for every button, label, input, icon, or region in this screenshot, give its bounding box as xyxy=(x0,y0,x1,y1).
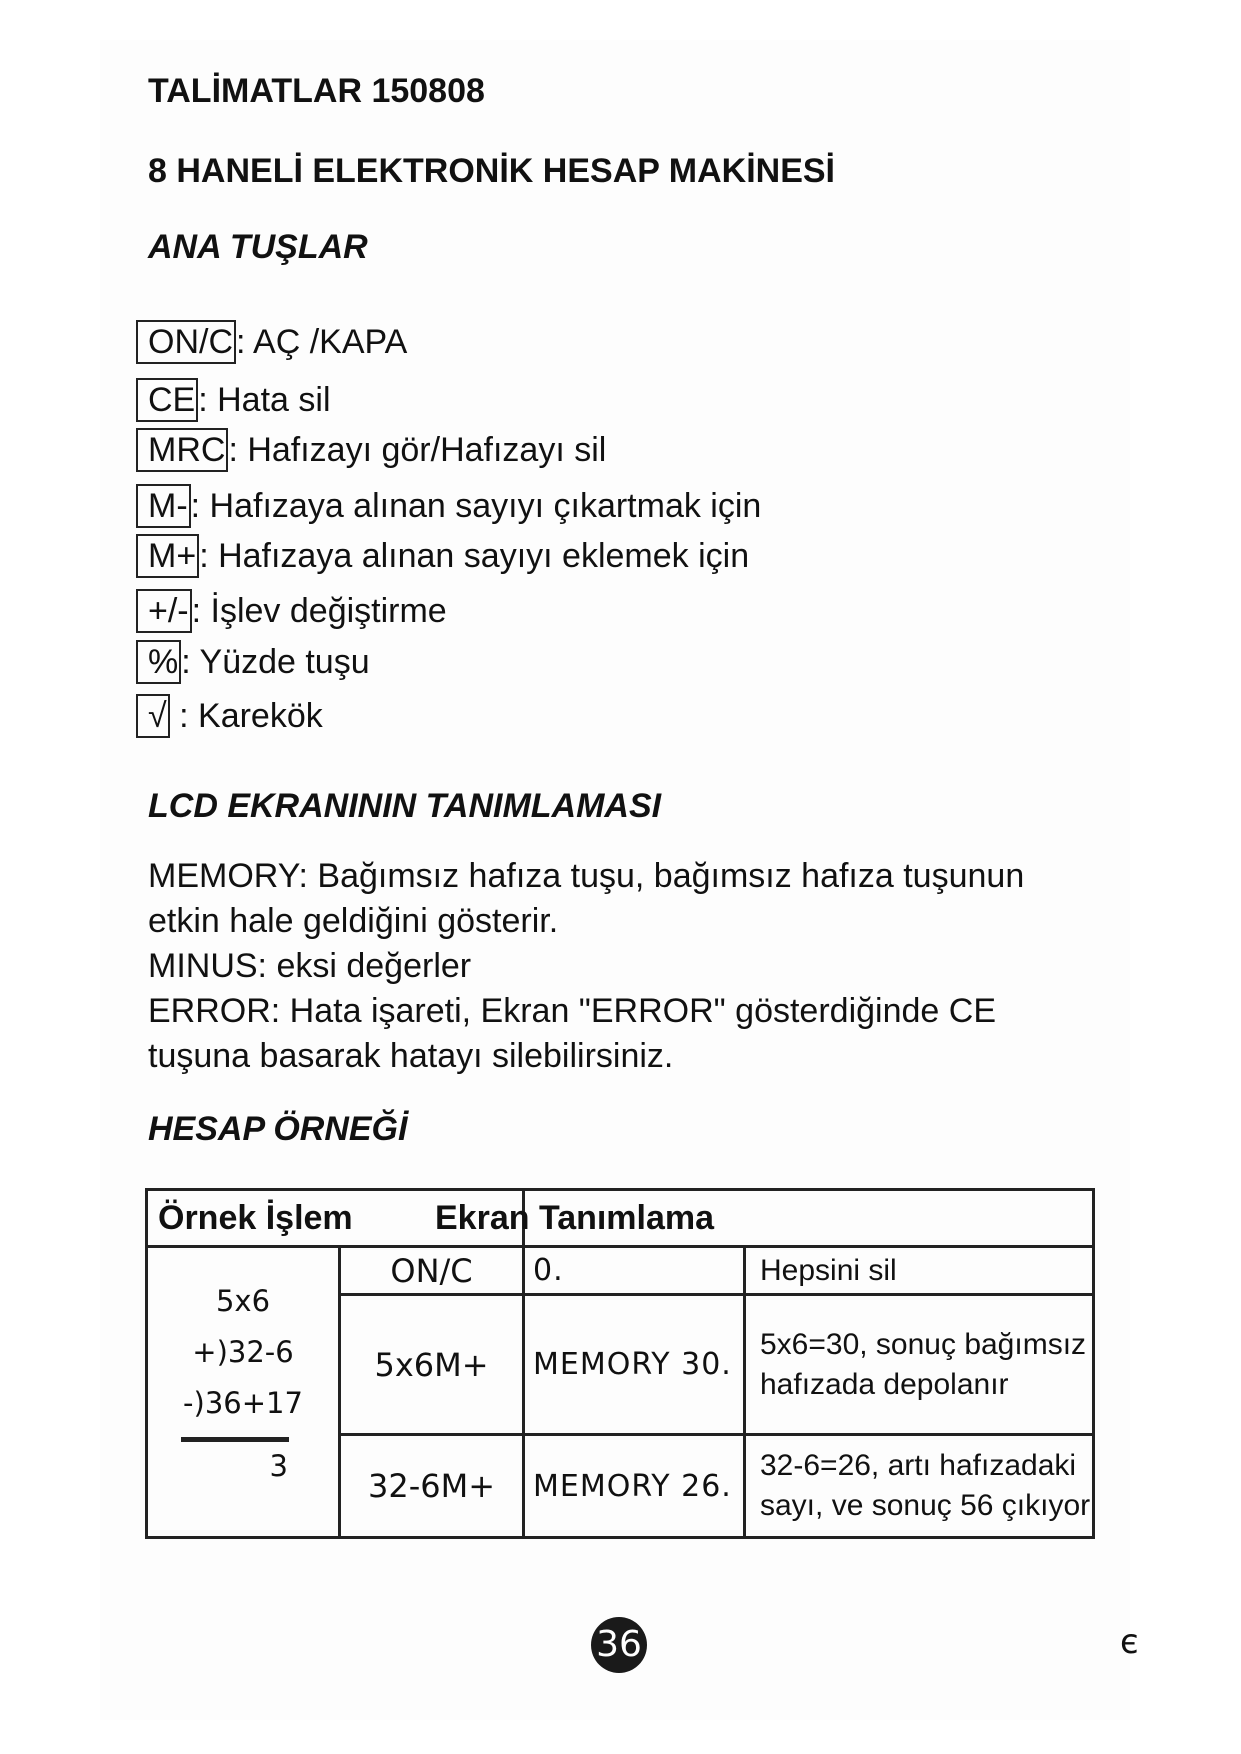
header-ornek-islem: Örnek İşlem xyxy=(147,1190,524,1247)
key-description: : Hafızaya alınan sayıyı çıkartmak için xyxy=(190,487,762,525)
operation-cell: ON/C xyxy=(340,1247,524,1295)
description-cell: 5x6=30, sonuç bağımsız hafızada depolanır xyxy=(745,1295,1094,1435)
key-label: M- xyxy=(136,484,191,528)
key-label: CE xyxy=(136,378,198,422)
key-row-mrc xyxy=(136,428,606,472)
document-title: TALİMATLAR 150808 xyxy=(148,72,485,110)
key-description: : Yüzde tuşu xyxy=(181,643,370,681)
lcd-line: MEMORY: Bağımsız hafıza tuşu, bağımsız hafıza tuşunun xyxy=(148,857,1025,895)
example-line: +)32-6 xyxy=(192,1335,294,1369)
key-description: : Hata sil xyxy=(198,381,331,419)
display-cell: MEMORY 26. xyxy=(524,1435,745,1538)
key-row-onc xyxy=(136,320,407,364)
table-row xyxy=(147,1247,1094,1295)
key-label: M+ xyxy=(136,534,199,578)
header-ekran-tanimlama: Ekran Tanımlama xyxy=(524,1190,1094,1247)
key-description: : AÇ /KAPA xyxy=(236,323,408,361)
corner-mark: є xyxy=(1120,1622,1139,1662)
key-row-ce xyxy=(136,378,331,422)
lcd-line: etkin hale geldiğini gösterir. xyxy=(148,902,559,940)
page-number-badge: 36 xyxy=(591,1617,647,1673)
example-line: 5x6 xyxy=(215,1284,271,1318)
key-row-plus-minus xyxy=(136,589,447,633)
operation-cell: 5x6M+ xyxy=(340,1295,524,1435)
description-cell: 32-6=26, artı hafızadaki sayı, ve sonuç 56 çıkıyor xyxy=(745,1435,1094,1538)
lcd-description xyxy=(148,854,1108,1079)
key-description: : Hafızaya alınan sayıyı eklemek için xyxy=(199,537,750,575)
key-row-percent xyxy=(136,640,370,684)
key-description: : Hafızayı gör/Hafızayı sil xyxy=(228,431,607,469)
key-label: √ xyxy=(136,694,170,738)
display-cell: 0. xyxy=(524,1247,745,1295)
document-subtitle: 8 HANELİ ELEKTRONİK HESAP MAKİNESİ xyxy=(148,152,836,190)
table-header-row xyxy=(147,1190,1094,1247)
key-label: MRC xyxy=(136,428,228,472)
lcd-line: MINUS: eksi değerler xyxy=(148,947,472,985)
key-label: ON/C xyxy=(136,320,236,364)
display-cell: MEMORY 30. xyxy=(524,1295,745,1435)
lcd-line: tuşuna basarak hatayı silebilirsiniz. xyxy=(148,1037,674,1075)
example-heading: HESAP ÖRNEĞİ xyxy=(148,1110,408,1148)
key-row-m-minus xyxy=(136,484,761,528)
key-label: % xyxy=(136,640,181,684)
example-table xyxy=(145,1188,1095,1539)
lcd-line: ERROR: Hata işareti, Ekran "ERROR" gösterdiğinde CE xyxy=(148,992,996,1030)
key-row-sqrt xyxy=(136,694,323,738)
description-cell: Hepsini sil xyxy=(745,1247,1094,1295)
lcd-heading: LCD EKRANININ TANIMLAMASI xyxy=(148,787,662,825)
key-description: : Karekök xyxy=(169,697,323,735)
key-row-m-plus xyxy=(136,534,749,578)
example-calculation xyxy=(147,1247,340,1538)
operation-cell: 32-6M+ xyxy=(340,1435,524,1538)
key-description: : İşlev değiştirme xyxy=(191,592,447,630)
example-result: 3 xyxy=(269,1449,288,1483)
keys-heading: ANA TUŞLAR xyxy=(148,228,368,266)
example-line: -)36+17 xyxy=(183,1386,303,1420)
key-label: +/- xyxy=(136,589,192,633)
